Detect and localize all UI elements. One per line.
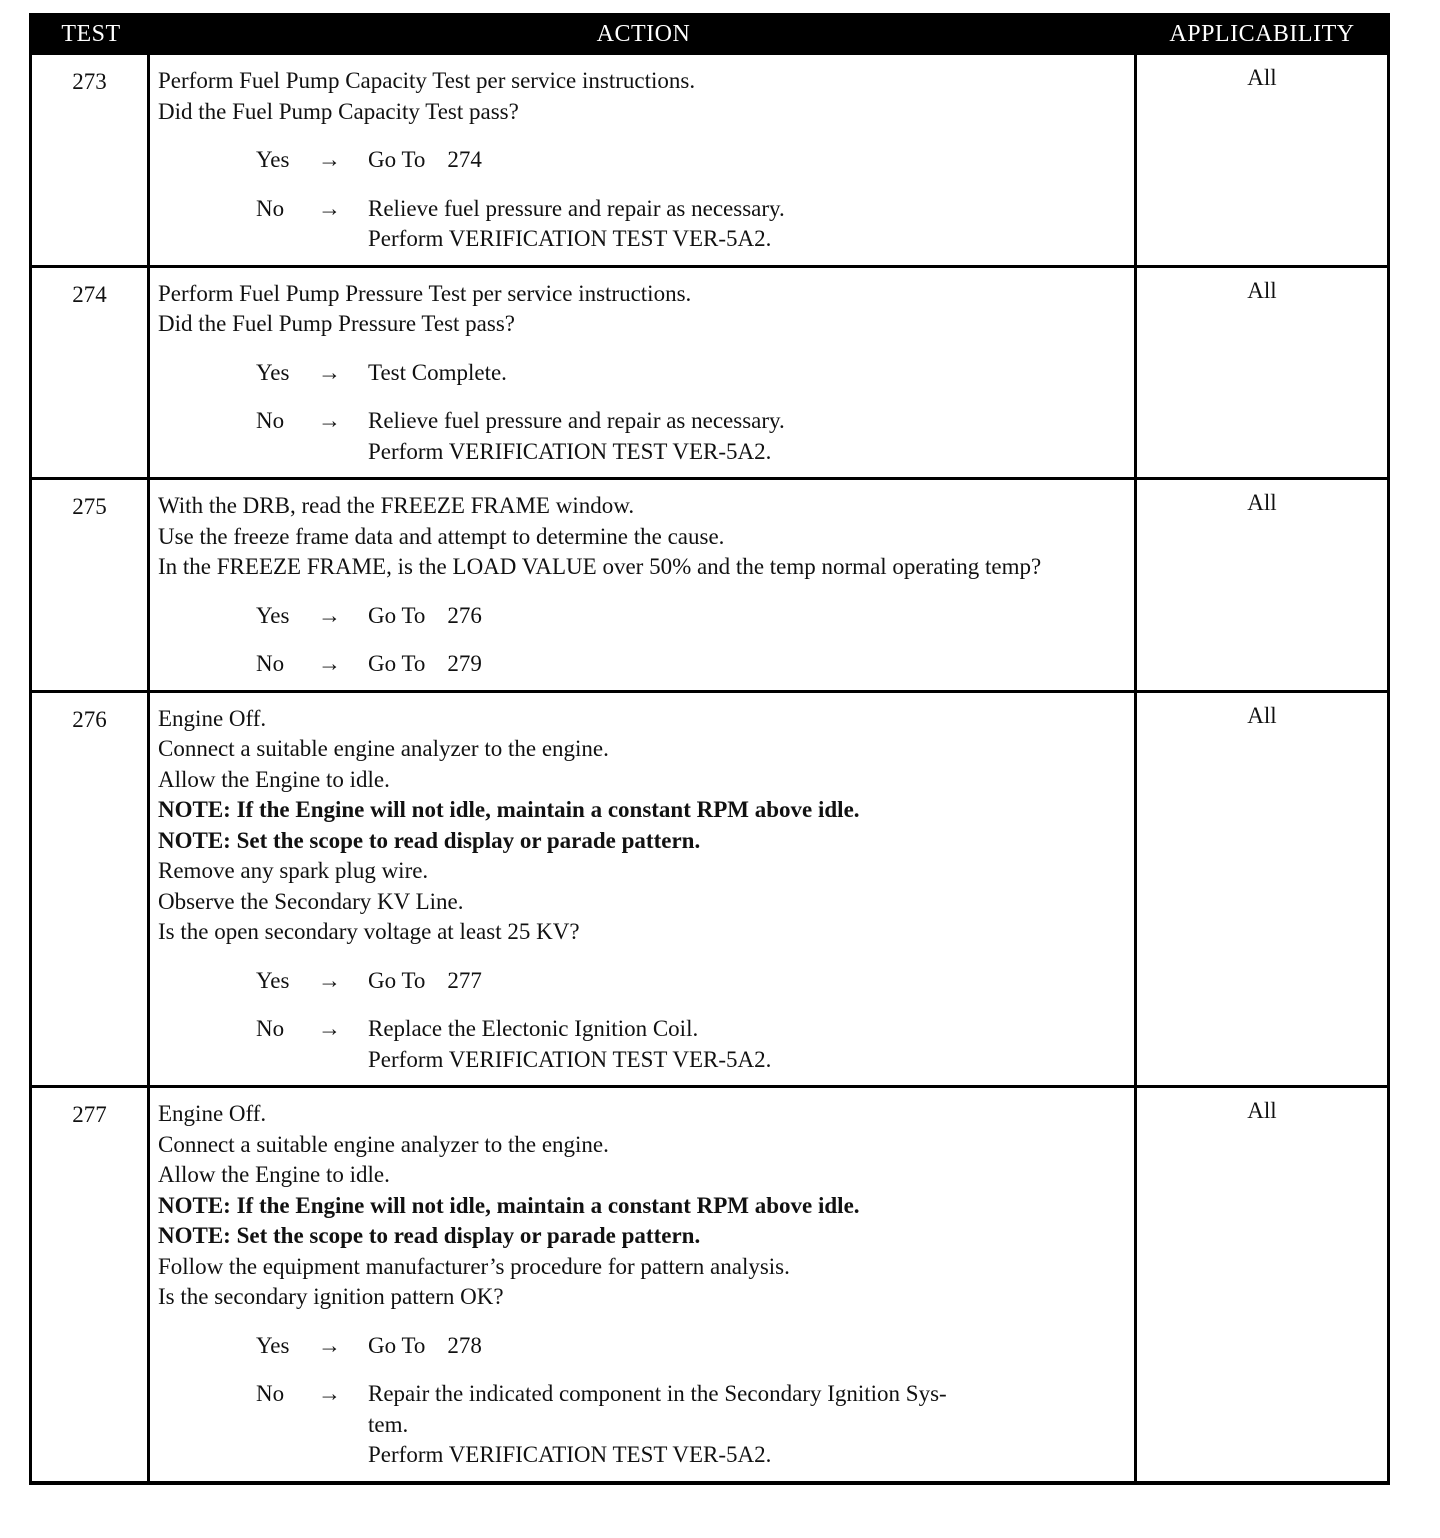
action-question: Is the secondary ignition pattern OK? — [158, 1284, 504, 1309]
action-question: Is the open secondary voltage at least 25 KV? — [158, 919, 580, 944]
arrow-icon: → — [318, 1016, 341, 1041]
yes-result — [368, 1331, 1126, 1362]
goto-label: Go To — [368, 967, 426, 993]
test-number: 274 — [32, 268, 150, 478]
goto-label: Go To — [368, 147, 426, 172]
no-option — [256, 406, 1126, 467]
arrow-icon: → — [318, 195, 341, 221]
answer-options — [256, 1331, 1126, 1471]
yes-label: Yes — [256, 967, 290, 993]
goto-number: 274 — [447, 147, 482, 172]
goto-label: Go To — [368, 1332, 426, 1358]
table-row — [32, 1085, 1387, 1481]
yes-label: Yes — [256, 147, 290, 172]
answer-options — [256, 145, 1126, 255]
no-label: No — [256, 1016, 285, 1041]
test-number: 275 — [32, 480, 150, 690]
no-label: No — [256, 195, 285, 221]
yes-result: Test Complete. — [368, 359, 507, 385]
test-number: 277 — [32, 1088, 150, 1481]
yes-label: Yes — [256, 1332, 290, 1358]
action-line: Connect a suitable engine analyzer to the engine. — [158, 736, 609, 761]
arrow-icon: → — [318, 1381, 341, 1406]
action-cell — [150, 480, 1137, 690]
action-cell — [150, 55, 1137, 265]
table-row — [32, 265, 1387, 478]
no-result-line: Perform VERIFICATION TEST VER-5A2. — [368, 1442, 772, 1467]
goto-label: Go To — [368, 602, 426, 628]
no-result — [368, 406, 1126, 467]
action-cell — [150, 693, 1137, 1086]
test-number: 273 — [32, 55, 150, 265]
no-result-line: Perform VERIFICATION TEST VER-5A2. — [368, 438, 772, 464]
yes-label: Yes — [256, 602, 290, 628]
no-result-line: Perform VERIFICATION TEST VER-5A2. — [368, 1046, 772, 1072]
no-result-line: Perform VERIFICATION TEST VER-5A2. — [368, 226, 772, 251]
no-result-line: Relieve fuel pressure and repair as necessary. — [368, 408, 785, 433]
action-line: Perform Fuel Pump Pressure Test per service instructions. — [158, 280, 692, 306]
test-procedure-table — [29, 13, 1390, 1485]
answer-options — [256, 358, 1126, 468]
action-line: Observe the Secondary KV Line. — [158, 888, 464, 914]
answer-options — [256, 601, 1126, 680]
no-option — [256, 649, 1126, 680]
action-line: Use the freeze frame data and attempt to determine the cause. — [158, 523, 725, 549]
action-question: Did the Fuel Pump Pressure Test pass? — [158, 311, 515, 336]
goto-number: 276 — [447, 602, 482, 628]
note-line: NOTE: If the Engine will not idle, maintain a constant RPM above idle. — [158, 1192, 860, 1218]
note-line: NOTE: Set the scope to read display or parade pattern. — [158, 1223, 701, 1248]
action-cell — [150, 268, 1137, 478]
no-result — [368, 1379, 1126, 1471]
arrow-icon: → — [318, 602, 341, 628]
goto-number: 277 — [447, 967, 482, 993]
table-row — [32, 477, 1387, 690]
arrow-icon: → — [318, 1332, 341, 1358]
no-result-line: Replace the Electonic Ignition Coil. — [368, 1016, 699, 1041]
header-action: ACTION — [596, 20, 691, 47]
yes-option — [256, 145, 1126, 176]
goto-number: 278 — [447, 1332, 482, 1358]
yes-option — [256, 966, 1126, 997]
no-result — [368, 649, 1126, 680]
no-result — [368, 1014, 1126, 1075]
header-applicability: APPLICABILITY — [1169, 20, 1355, 47]
goto-label: Go To — [368, 651, 426, 676]
applicability: All — [1247, 65, 1277, 90]
yes-option — [256, 358, 1126, 389]
header-test: TEST — [61, 20, 121, 47]
yes-label: Yes — [256, 359, 290, 385]
arrow-icon: → — [318, 359, 341, 385]
action-question: In the FREEZE FRAME, is the LOAD VALUE over 50% and the temp normal operating temp? — [158, 554, 1042, 579]
yes-result — [368, 966, 1126, 997]
action-line: Connect a suitable engine analyzer to the engine. — [158, 1131, 609, 1157]
yes-result — [368, 601, 1126, 632]
table-row — [32, 55, 1387, 265]
arrow-icon: → — [318, 967, 341, 993]
no-result-line: Repair the indicated component in the Secondary Ignition Sys- — [368, 1381, 947, 1406]
action-cell — [150, 1088, 1137, 1481]
note-line: NOTE: If the Engine will not idle, maintain a constant RPM above idle. — [158, 797, 860, 822]
action-line: Perform Fuel Pump Capacity Test per service instructions. — [158, 68, 696, 93]
table-body — [29, 55, 1390, 1485]
table-row — [32, 690, 1387, 1086]
no-result-line: Relieve fuel pressure and repair as necessary. — [368, 195, 785, 221]
no-option — [256, 194, 1126, 255]
no-result — [368, 194, 1126, 255]
action-line: With the DRB, read the FREEZE FRAME window. — [158, 493, 635, 518]
yes-result — [368, 145, 1126, 176]
action-question: Did the Fuel Pump Capacity Test pass? — [158, 98, 519, 124]
test-number: 276 — [32, 693, 150, 1086]
arrow-icon: → — [318, 651, 341, 676]
no-option — [256, 1014, 1126, 1075]
action-line: Engine Off. — [158, 705, 267, 731]
applicability: All — [1247, 1098, 1277, 1123]
arrow-icon: → — [318, 147, 341, 172]
applicability: All — [1247, 490, 1277, 515]
yes-option — [256, 601, 1126, 632]
no-result-line: tem. — [368, 1411, 409, 1437]
action-line: Engine Off. — [158, 1101, 267, 1126]
table-header — [29, 13, 1390, 55]
action-line: Remove any spark plug wire. — [158, 858, 429, 883]
no-option — [256, 1379, 1126, 1471]
action-line: Allow the Engine to idle. — [158, 766, 390, 792]
yes-option — [256, 1331, 1126, 1362]
goto-number: 279 — [447, 651, 482, 676]
action-line: Follow the equipment manufacturer’s procedure for pattern analysis. — [158, 1253, 790, 1279]
applicability: All — [1247, 702, 1277, 728]
no-label: No — [256, 408, 285, 433]
note-line: NOTE: Set the scope to read display or parade pattern. — [158, 827, 701, 853]
arrow-icon: → — [318, 408, 341, 433]
no-label: No — [256, 1381, 285, 1406]
no-label: No — [256, 651, 285, 676]
applicability: All — [1247, 277, 1277, 303]
answer-options — [256, 966, 1126, 1076]
action-line: Allow the Engine to idle. — [158, 1162, 390, 1187]
